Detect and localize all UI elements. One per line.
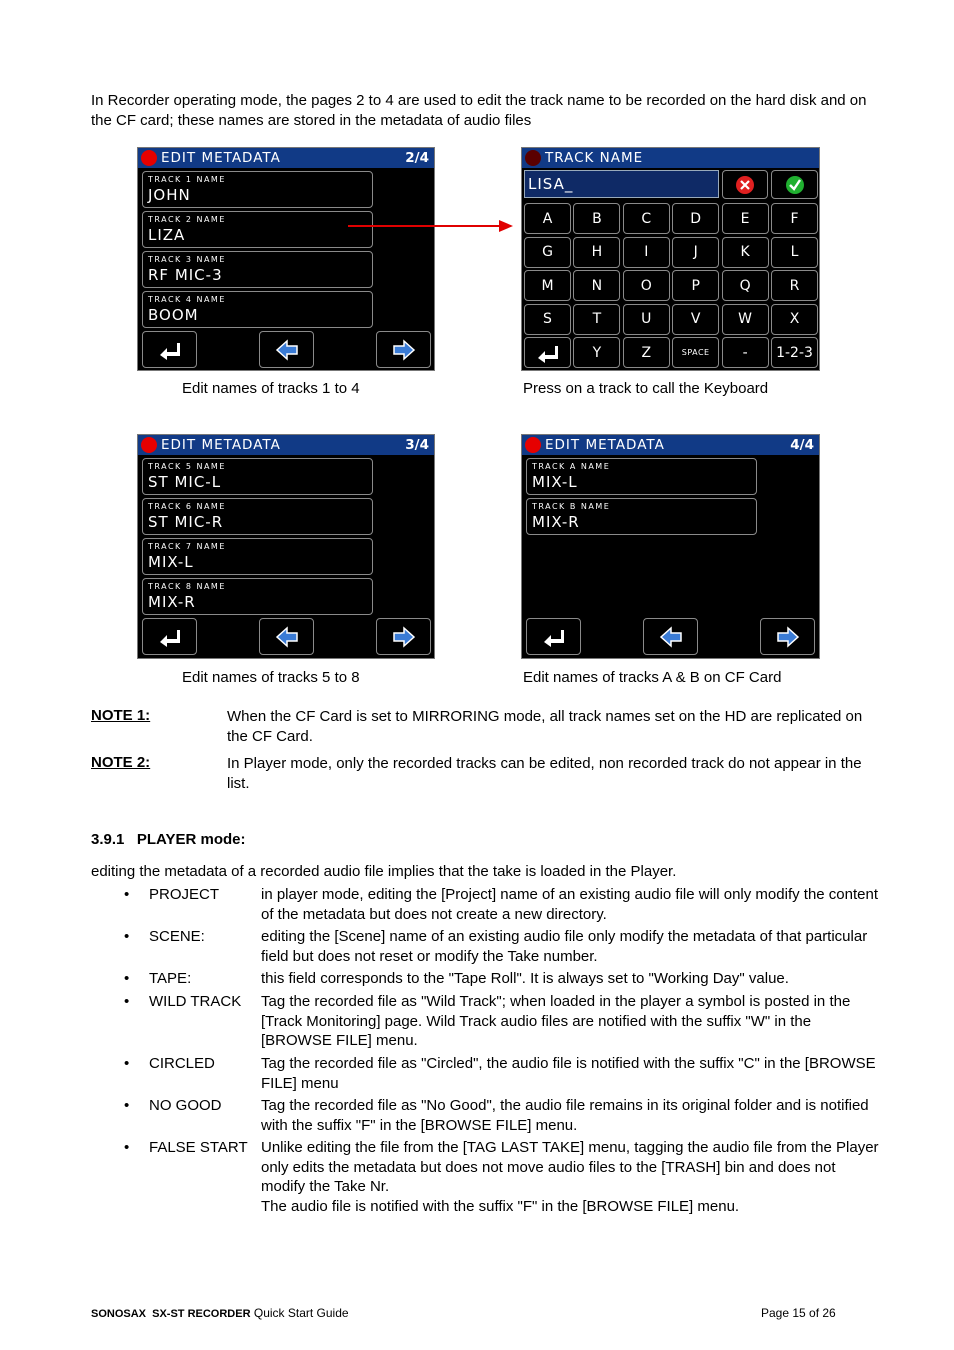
key-q[interactable]: Q [722,270,769,301]
field-value: BOOM [148,306,199,324]
caption-tracks-1-4: Edit names of tracks 1 to 4 [182,380,360,397]
field-value: ST MIC-L [148,473,222,491]
prev-page-button[interactable] [643,618,698,655]
return-key[interactable] [524,337,571,368]
arrow-left-icon [275,339,299,361]
bullet-icon: • [124,1097,130,1114]
track-4-field[interactable] [142,291,373,328]
key--[interactable]: - [722,337,769,368]
note-1-label: NOTE 1: [91,707,151,724]
return-icon [541,626,567,648]
next-page-button[interactable] [760,618,815,655]
bullet-desc-line: The audio file is notified with the suffix "F" in the [BROWSE FILE] menu. [261,1197,740,1215]
field-label: TRACK 8 NAME [148,582,226,591]
key-m[interactable]: M [524,270,571,301]
bullet-icon: • [124,993,130,1010]
key-a[interactable]: A [524,203,571,234]
caption-tracks-a-b: Edit names of tracks A & B on CF Card [523,669,782,686]
key-e[interactable]: E [722,203,769,234]
key-g[interactable]: G [524,237,571,268]
key-v[interactable]: V [672,304,719,335]
return-button[interactable] [142,618,197,655]
check-icon [785,175,805,195]
key-r[interactable]: R [771,270,818,301]
key-z[interactable]: Z [623,337,670,368]
record-dot-icon [141,150,157,166]
key-h[interactable]: H [573,237,620,268]
key-1-2-3[interactable]: 1-2-3 [771,337,818,368]
record-dot-icon [525,150,541,166]
field-value: MIX-L [148,553,194,571]
field-label: TRACK 6 NAME [148,502,226,511]
return-icon [157,626,183,648]
key-l[interactable]: L [771,237,818,268]
title-bar [138,435,434,455]
field-label: TRACK 3 NAME [148,255,226,264]
record-dot-icon [525,437,541,453]
edit-metadata-screen-2 [137,147,435,371]
edit-metadata-screen-3 [137,434,435,659]
prev-page-button[interactable] [259,331,314,368]
bullet-term-circled: CIRCLED [149,1055,215,1072]
caption-keyboard: Press on a track to call the Keyboard [523,380,769,397]
field-label: TRACK B NAME [532,502,611,511]
key-t[interactable]: T [573,304,620,335]
footer-page-number: Page 15 of 26 [761,1306,836,1320]
track-7-field[interactable] [142,538,373,575]
field-label: TRACK 1 NAME [148,175,226,184]
key-p[interactable]: P [672,270,719,301]
bullet-desc-no-good: Tag the recorded file as "No Good", the audio file remains in its original folder and is notified with the suffix "F" in the [BROWSE FILE] menu. [261,1097,869,1134]
arrow-right-icon [776,626,800,648]
track-5-field[interactable] [142,458,373,495]
field-value: MIX-L [532,473,578,491]
field-value: MIX-R [148,593,196,611]
key-space[interactable]: SPACE [672,337,719,368]
next-page-button[interactable] [376,618,431,655]
key-b[interactable]: B [573,203,620,234]
bullet-desc-scene: editing the [Scene] name of an existing audio file only modify the metadata of that particular field but does not reset or modify the Take number. [261,928,868,965]
bullet-desc-project: in player mode, editing the [Project] name of an existing audio file will only modify the content of the metadata but does not create a new directory. [261,886,879,923]
note-2-label: NOTE 2: [91,754,151,771]
bullet-icon: • [124,1055,130,1072]
bullet-icon: • [124,886,130,903]
screen-title: EDIT METADATA [545,437,665,453]
intro-paragraph: In Recorder operating mode, the pages 2 to 4 are used to edit the track name to be recorded on the hard disk and on the CF card; these names are stored in the metadata of audio files [91,92,867,129]
key-u[interactable]: U [623,304,670,335]
track-a-field[interactable] [526,458,757,495]
track-8-field[interactable] [142,578,373,615]
record-dot-icon [141,437,157,453]
key-j[interactable]: J [672,237,719,268]
bullet-term-project: PROJECT [149,886,220,903]
return-button[interactable] [526,618,581,655]
key-c[interactable]: C [623,203,670,234]
footer-left [91,1306,349,1320]
bullet-icon: • [124,1139,130,1156]
track-b-field[interactable] [526,498,757,535]
next-page-button[interactable] [376,331,431,368]
bullet-term-no-good: NO GOOD [149,1097,222,1114]
key-y[interactable]: Y [573,337,620,368]
field-value: ST MIC-R [148,513,224,531]
caption-tracks-5-8: Edit names of tracks 5 to 8 [182,669,360,686]
return-button[interactable] [142,331,197,368]
edit-metadata-screen-4 [521,434,820,659]
screen-title: TRACK NAME [545,150,644,166]
return-icon [157,339,183,361]
field-label: TRACK 2 NAME [148,215,226,224]
track-2-field[interactable] [142,211,373,248]
key-w[interactable]: W [722,304,769,335]
bullet-desc-circled: Tag the recorded file as "Circled", the audio file is notified with the suffix "C" in the [BROWSE FILE] menu [261,1055,876,1092]
confirm-button[interactable] [771,170,818,199]
field-label: TRACK 7 NAME [148,542,226,551]
return-icon [535,342,561,364]
page-indicator: 4/4 [790,437,814,453]
note-1-text: When the CF Card is set to MIRRORING mode, all track names set on the HD are replicated on the CF Card. [227,708,863,745]
track-3-field[interactable] [142,251,373,288]
bullet-term-tape: TAPE: [149,970,192,987]
arrow-left-icon [659,626,683,648]
arrow-right-icon [392,339,416,361]
title-bar [138,148,434,168]
bullet-desc-wild-track: Tag the recorded file as "Wild Track"; when loaded in the player a symbol is posted in the [Track Monitoring] page. Wild Track audio files are notified with the suffix "W" in the [BROWSE FILE] menu. [261,993,851,1049]
track-6-field[interactable] [142,498,373,535]
note-2-text: In Player mode, only the recorded tracks can be edited, non recorded track do not appear in the list. [227,755,862,792]
field-label: TRACK 5 NAME [148,462,226,471]
bullet-desc-line: Unlike editing the file from the [TAG LAST TAKE] menu, tagging the audio file from the Player only edits the metadata but does not move audio files to the [TRASH] bin and does not modify the Take Nr. [261,1139,879,1195]
footer-guide: Quick Start Guide [250,1306,349,1320]
bullet-desc-false-start [261,1138,881,1216]
field-value: RF MIC-3 [148,266,223,284]
arrow-left-icon [275,626,299,648]
track-name-keyboard-screen [521,147,820,371]
key-d[interactable]: D [672,203,719,234]
track-1-field[interactable] [142,171,373,208]
field-value: MIX-R [532,513,580,531]
track-name-input[interactable]: LISA_ [524,170,719,198]
section-intro: editing the metadata of a recorded audio file implies that the take is loaded in the Player. [91,863,677,880]
screen-title: EDIT METADATA [161,150,281,166]
title-bar [522,435,819,455]
screen-title: EDIT METADATA [161,437,281,453]
key-f[interactable]: F [771,203,818,234]
pointer-arrow-icon [346,219,516,233]
key-o[interactable]: O [623,270,670,301]
field-label: TRACK A NAME [532,462,611,471]
bullet-desc-tape: this field corresponds to the "Tape Roll". It is always set to "Working Day" value. [261,970,789,987]
arrow-right-icon [392,626,416,648]
key-x[interactable]: X [771,304,818,335]
field-value: JOHN [148,186,191,204]
key-k[interactable]: K [722,237,769,268]
section-heading: 3.9.1 PLAYER mode: [91,831,246,848]
page-indicator: 2/4 [405,150,429,166]
field-label: TRACK 4 NAME [148,295,226,304]
key-n[interactable]: N [573,270,620,301]
cancel-button[interactable] [722,170,768,199]
title-bar [522,148,819,168]
bullet-term-scene: SCENE: [149,928,205,945]
bullet-icon: • [124,928,130,945]
field-value: LIZA [148,226,186,244]
key-s[interactable]: S [524,304,571,335]
key-i[interactable]: I [623,237,670,268]
prev-page-button[interactable] [259,618,314,655]
page-indicator: 3/4 [405,437,429,453]
cancel-icon [735,175,755,195]
footer-brand: SONOSAX SX-ST RECORDER [91,1308,251,1320]
bullet-term-false-start: FALSE START [149,1139,248,1156]
bullet-term-wild-track: WILD TRACK [149,993,242,1010]
bullet-icon: • [124,970,130,987]
